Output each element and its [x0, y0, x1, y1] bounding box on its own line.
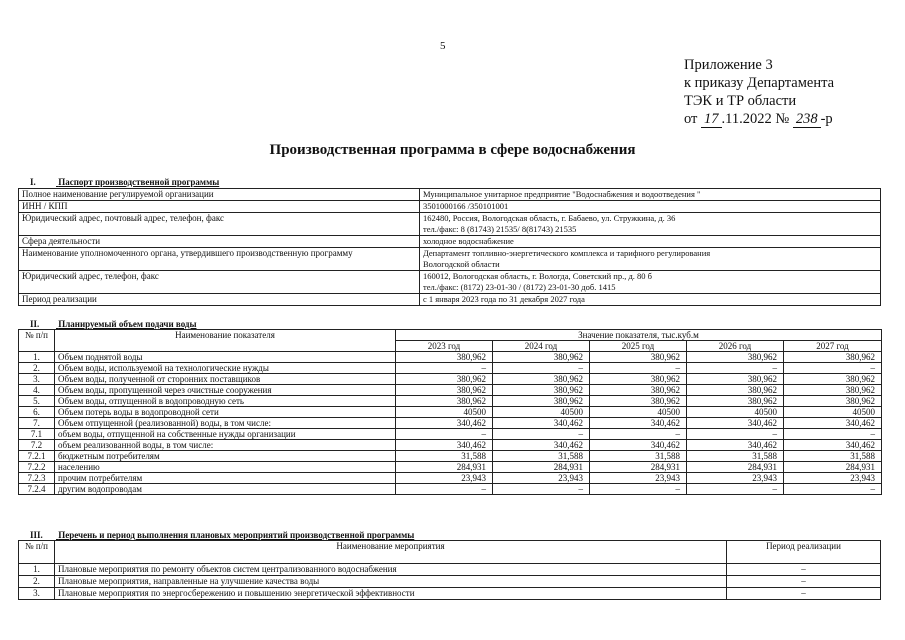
- row-value: –: [784, 429, 882, 440]
- row-name: Объем воды, пропущенной через очистные сооружения: [55, 385, 396, 396]
- table-row: [19, 473, 882, 484]
- measure-period: –: [727, 564, 881, 576]
- table-row: [19, 374, 882, 385]
- row-value: 380,962: [687, 374, 784, 385]
- col-number-header: № п/п: [19, 541, 55, 564]
- appendix-line-1: Приложение 3: [684, 57, 773, 73]
- section-3-number: III.: [30, 530, 43, 540]
- passport-row: [19, 213, 881, 236]
- row-value: 380,962: [590, 352, 687, 363]
- row-value: 340,462: [784, 418, 882, 429]
- row-value: 31,588: [590, 451, 687, 462]
- table-row: [19, 451, 882, 462]
- year-header: 2025 год: [590, 341, 687, 352]
- row-value: 340,462: [687, 440, 784, 451]
- row-number: 7.2.4: [19, 484, 55, 495]
- section-3-heading: [30, 530, 414, 540]
- row-number: 4.: [19, 385, 55, 396]
- row-value: 380,962: [687, 352, 784, 363]
- order-number: 238: [793, 111, 821, 128]
- row-value: 380,962: [687, 385, 784, 396]
- row-number: 7.1: [19, 429, 55, 440]
- row-number: 3.: [19, 588, 55, 600]
- section-2-heading: [30, 319, 197, 329]
- row-value: 380,962: [493, 374, 590, 385]
- row-value: 23,943: [784, 473, 882, 484]
- passport-value-line-2: тел./факс: (8172) 23-01-30 / (8172) 23-01-30 доб. 1415: [423, 282, 616, 292]
- row-value: 284,931: [590, 462, 687, 473]
- row-name: объем воды, отпущенной на собственные нужды организации: [55, 429, 396, 440]
- passport-value-line: Департамент топливно-энергетического комплекса и тарифного регулирования: [423, 248, 711, 258]
- passport-value-line: Муниципальное унитарное предприятие "Водоснабжения и водоотведения ": [423, 189, 701, 199]
- row-value: 380,962: [396, 396, 493, 407]
- row-value: 340,462: [687, 418, 784, 429]
- passport-label: Сфера деятельности: [19, 236, 420, 248]
- row-value: 340,462: [396, 418, 493, 429]
- section-1-heading: [30, 177, 219, 187]
- row-number: 2.: [19, 363, 55, 374]
- row-value: –: [396, 429, 493, 440]
- row-value: 31,588: [687, 451, 784, 462]
- row-value: 340,462: [493, 440, 590, 451]
- water-volume-table: [18, 329, 882, 495]
- row-value: –: [687, 363, 784, 374]
- measure-name: Плановые мероприятия по энергосбережению и повышению энергетической эффективности: [55, 588, 727, 600]
- year-header: 2023 год: [396, 341, 493, 352]
- passport-value: [420, 271, 881, 294]
- table-row: [19, 407, 882, 418]
- row-value: –: [493, 363, 590, 374]
- section-2-title: Планируемый объем подачи воды: [58, 319, 197, 329]
- appendix-date-line: [684, 110, 834, 128]
- section-3-title: Перечень и период выполнения плановых мероприятий производственной программы: [58, 530, 415, 540]
- row-name: Объем воды, используемой на технологические нужды: [55, 363, 396, 374]
- row-value: 284,931: [493, 462, 590, 473]
- row-value: 380,962: [784, 374, 882, 385]
- row-value: 340,462: [396, 440, 493, 451]
- row-number: 5.: [19, 396, 55, 407]
- passport-value: [420, 248, 881, 271]
- order-suffix: -р: [820, 111, 833, 127]
- row-value: 380,962: [396, 374, 493, 385]
- row-value: 380,962: [493, 385, 590, 396]
- passport-table: [18, 188, 881, 306]
- passport-value: [420, 236, 881, 248]
- table-row: [19, 396, 882, 407]
- row-value: 284,931: [687, 462, 784, 473]
- passport-value-line: 3501000166 /350101001: [423, 201, 509, 211]
- row-value: 23,943: [590, 473, 687, 484]
- row-name: прочим потребителям: [55, 473, 396, 484]
- row-name: другим водопроводам: [55, 484, 396, 495]
- passport-row: [19, 236, 881, 248]
- row-value: –: [784, 484, 882, 495]
- row-name: Объем воды, отпущенной в водопроводную сеть: [55, 396, 396, 407]
- row-value: 380,962: [493, 352, 590, 363]
- row-value: 380,962: [590, 396, 687, 407]
- passport-value: [420, 201, 881, 213]
- row-value: 40500: [687, 407, 784, 418]
- row-value: 40500: [784, 407, 882, 418]
- row-name: бюджетным потребителям: [55, 451, 396, 462]
- row-value: 380,962: [493, 396, 590, 407]
- table-row: [19, 462, 882, 473]
- measure-name: Плановые мероприятия, направленные на улучшение качества воды: [55, 576, 727, 588]
- row-value: 380,962: [784, 352, 882, 363]
- row-name: Объем воды, полученной от сторонних поставщиков: [55, 374, 396, 385]
- passport-value: [420, 189, 881, 201]
- measure-period: –: [727, 588, 881, 600]
- row-value: –: [590, 429, 687, 440]
- col-value-header: Значение показателя, тыс.куб.м: [396, 330, 882, 341]
- row-value: 40500: [493, 407, 590, 418]
- row-value: –: [493, 429, 590, 440]
- col-name-header: Наименование показателя: [55, 330, 396, 352]
- row-name: населению: [55, 462, 396, 473]
- passport-row: [19, 271, 881, 294]
- passport-value-line: 160012, Вологодская область, г. Вологда, Советский пр., д. 80 б: [423, 271, 653, 281]
- row-value: 340,462: [493, 418, 590, 429]
- passport-label: ИНН / КПП: [19, 201, 420, 213]
- row-value: –: [687, 484, 784, 495]
- section-1-number: I.: [30, 177, 36, 187]
- section-1-title: Паспорт производственной программы: [58, 177, 220, 187]
- table-row: [19, 440, 882, 451]
- measure-period: –: [727, 576, 881, 588]
- appendix-block: [684, 56, 834, 128]
- row-name: Объем поднятой воды: [55, 352, 396, 363]
- row-value: 380,962: [590, 385, 687, 396]
- table-row: [19, 484, 882, 495]
- passport-value-line: с 1 января 2023 года по 31 декабря 2027 года: [423, 294, 585, 304]
- passport-label: Период реализации: [19, 294, 420, 306]
- row-value: 380,962: [687, 396, 784, 407]
- passport-row: [19, 201, 881, 213]
- passport-label: Юридический адрес, телефон, факс: [19, 271, 420, 294]
- appendix-line-2: к приказу Департамента: [684, 75, 835, 91]
- table-row: [19, 363, 882, 374]
- row-value: 380,962: [396, 352, 493, 363]
- passport-label: Юридический адрес, почтовый адрес, телефон, факс: [19, 213, 420, 236]
- date-prefix: от: [684, 111, 698, 127]
- table-row: [19, 588, 881, 600]
- row-value: 380,962: [784, 396, 882, 407]
- col-number-header: № п/п: [19, 330, 55, 352]
- row-name: объем реализованной воды, в том числе:: [55, 440, 396, 451]
- table-row: [19, 418, 882, 429]
- col-period-header: Период реализации: [727, 541, 881, 564]
- appendix-line-3: ТЭК и ТР области: [684, 93, 797, 109]
- measures-table: [18, 540, 881, 600]
- table-row: [19, 576, 881, 588]
- row-number: 1.: [19, 564, 55, 576]
- row-name: Объем потерь воды в водопроводной сети: [55, 407, 396, 418]
- row-number: 1.: [19, 352, 55, 363]
- passport-value-line-2: Вологодской области: [423, 259, 500, 269]
- row-number: 7.2.3: [19, 473, 55, 484]
- row-number: 2.: [19, 576, 55, 588]
- row-value: 380,962: [396, 385, 493, 396]
- row-number: 6.: [19, 407, 55, 418]
- row-name: Объем отпущенной (реализованной) воды, в том числе:: [55, 418, 396, 429]
- row-value: 40500: [590, 407, 687, 418]
- row-value: 40500: [396, 407, 493, 418]
- row-value: –: [687, 429, 784, 440]
- row-value: 23,943: [493, 473, 590, 484]
- row-value: –: [396, 363, 493, 374]
- passport-value-line-2: тел./факс: 8 (81743) 21535/ 8(81743) 21535: [423, 224, 577, 234]
- passport-row: [19, 189, 881, 201]
- table-row: [19, 352, 882, 363]
- date-day: 17: [701, 111, 722, 128]
- row-value: 31,588: [784, 451, 882, 462]
- row-value: 31,588: [396, 451, 493, 462]
- passport-row: [19, 248, 881, 271]
- passport-value-line: 162480, Россия, Вологодская область, г. Бабаево, ул. Стружкина, д. 36: [423, 213, 676, 223]
- measure-name: Плановые мероприятия по ремонту объектов систем централизованного водоснабжения: [55, 564, 727, 576]
- row-value: –: [590, 363, 687, 374]
- passport-value-line: холодное водоснабжение: [423, 236, 514, 246]
- section-2-number: II.: [30, 319, 40, 329]
- table-row: [19, 564, 881, 576]
- row-number: 7.2.2: [19, 462, 55, 473]
- row-value: 380,962: [784, 385, 882, 396]
- row-value: 380,962: [590, 374, 687, 385]
- year-header: 2026 год: [687, 341, 784, 352]
- row-value: –: [493, 484, 590, 495]
- year-header: 2024 год: [493, 341, 590, 352]
- row-number: 7.: [19, 418, 55, 429]
- row-value: 23,943: [687, 473, 784, 484]
- row-value: 340,462: [590, 440, 687, 451]
- row-value: –: [396, 484, 493, 495]
- row-value: –: [590, 484, 687, 495]
- date-rest: .11.2022 №: [721, 111, 790, 127]
- row-number: 7.2.1: [19, 451, 55, 462]
- passport-label: Наименование уполномоченного органа, утвердившего производственную программу: [19, 248, 420, 271]
- table-row: [19, 385, 882, 396]
- passport-row: [19, 294, 881, 306]
- row-value: 284,931: [396, 462, 493, 473]
- col-measure-header: Наименование мероприятия: [55, 541, 727, 564]
- row-value: –: [784, 363, 882, 374]
- row-value: 340,462: [590, 418, 687, 429]
- table-row: [19, 429, 882, 440]
- row-value: 31,588: [493, 451, 590, 462]
- row-number: 7.2: [19, 440, 55, 451]
- row-value: 23,943: [396, 473, 493, 484]
- document-title: Производственная программа в сфере водоснабжения: [269, 142, 636, 158]
- row-number: 3.: [19, 374, 55, 385]
- passport-label: Полное наименование регулируемой организации: [19, 189, 420, 201]
- passport-value: [420, 294, 881, 306]
- year-header: 2027 год: [784, 341, 882, 352]
- row-value: 340,462: [784, 440, 882, 451]
- row-value: 284,931: [784, 462, 882, 473]
- page-number: 5: [440, 40, 446, 52]
- passport-value: [420, 213, 881, 236]
